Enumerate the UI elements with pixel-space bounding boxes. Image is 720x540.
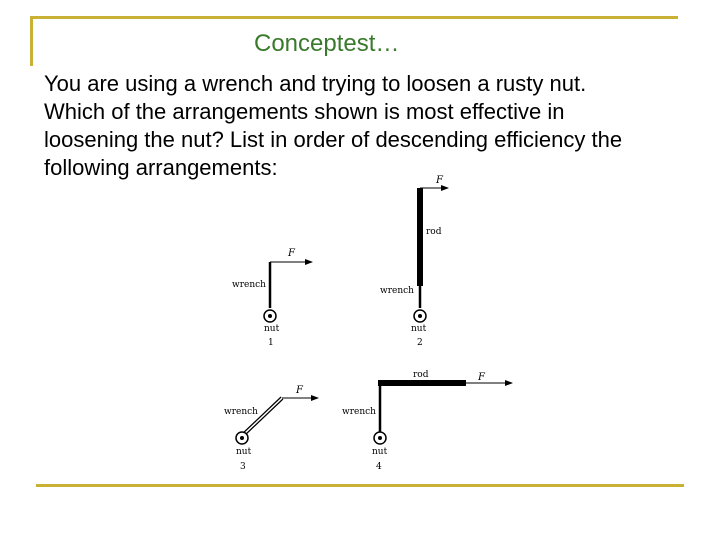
question-line: Which of the arrangements shown is most effective in bbox=[44, 99, 565, 124]
wrench-label: wrench bbox=[380, 286, 414, 296]
question-line: loosening the nut? List in order of descending efficiency the bbox=[44, 127, 623, 152]
arrangement-1 bbox=[232, 248, 312, 348]
force-label: F bbox=[436, 175, 443, 186]
rod bbox=[378, 380, 466, 386]
slide-title: Conceptest… bbox=[254, 30, 400, 57]
arrangement-3 bbox=[224, 385, 318, 472]
arrangement-number: 2 bbox=[417, 338, 423, 348]
force-label: F bbox=[288, 248, 295, 259]
force-label: F bbox=[478, 372, 485, 383]
nut-label: nut bbox=[372, 447, 388, 457]
nut-label: nut bbox=[264, 324, 280, 334]
rod bbox=[417, 188, 423, 286]
rod-label: rod bbox=[413, 370, 429, 380]
arrangement-number: 1 bbox=[268, 338, 274, 348]
rod-label: rod bbox=[426, 227, 442, 237]
wrench-label: wrench bbox=[232, 280, 266, 290]
nut-label: nut bbox=[236, 447, 252, 457]
arrangement-number: 4 bbox=[376, 462, 382, 472]
wrench-label: wrench bbox=[224, 407, 258, 417]
arrangement-number: 3 bbox=[240, 462, 246, 472]
question-line: following arrangements: bbox=[44, 155, 278, 180]
nut-label: nut bbox=[411, 324, 427, 334]
arrangement-2 bbox=[380, 175, 448, 348]
arrangement-4 bbox=[342, 370, 512, 472]
force-label: F bbox=[296, 385, 303, 396]
wrench-label: wrench bbox=[342, 407, 376, 417]
question-line: You are using a wrench and trying to loosen a rusty nut. bbox=[44, 71, 587, 96]
